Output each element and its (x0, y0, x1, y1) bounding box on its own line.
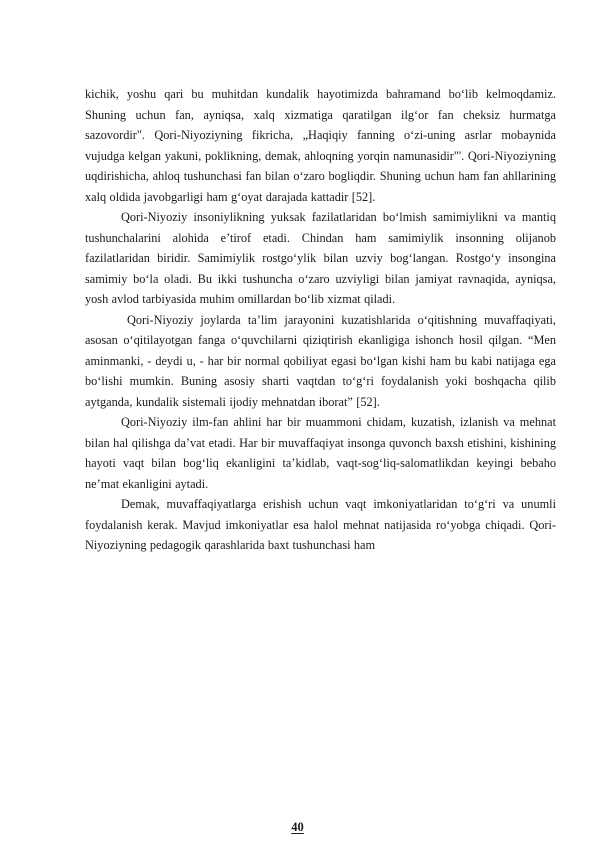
paragraph-4: Qori-Niyoziy ilm-fan ahlini har bir muammoni chidam, kuzatish, izlanish va mehnat bilan hal qilishga da’vat etadi. Har bir muvaffaqiyat insonga quvonch baxsh etishini, kishining hayoti vaqt bilan bog‘liq ekanligini ta’kidlab, vaqt-sog‘liq-salomatlikdan keyingi bebaho ne’mat ekanligini aytadi. (85, 415, 556, 491)
paragraph-2: Qori-Niyoziy insoniylikning yuksak fazilatlaridan bo‘lmish samimiylikni va mantiq tushunchalarini alohida e’tirof etadi. Chindan ham samimiylik insonning olijanob fazilatlaridan biridir. Samimiylik rostgo‘ylik bilan uzviy bog‘langan. Rostgo‘y insongina samimiy bo‘la oladi. Bu ikki tushuncha o‘zaro uzviyligi bilan jamiyat ravnaqida, ayniqsa, yosh avlod tarbiyasida muhim omillardan bo‘lib xizmat qiladi. (85, 210, 556, 306)
document-body (85, 84, 556, 556)
paragraph-1: kichik, yoshu qari bu muhitdan kundalik hayotimizda bahramand bo‘lib kelmoqdamiz. Shuning uchun fan, ayniqsa, xalq xizmatiga qaratilgan ilg‘or fan cheksiz hurmatga sazovordir". Qori-Niyoziyning fikricha, „Haqiqiy fanning o‘zi-uning asrlar mobaynida vujudga kelgan yakuni, poklikning, demak, ahloqning yorqin namunasidir"'. Qori-Niyoziyning uqdirishicha, ahloq tushunchasi fan bilan o‘zaro bogliqdir. Shuning uchun ham fan ahllarining xalq oldida javobgarligi ham g‘oyat darajada kattadir [52]. (85, 87, 556, 204)
page-number: 40 (291, 820, 304, 834)
paragraph-5: Demak, muvaffaqiyatlarga erishish uchun vaqt imkoniyatlaridan to‘g‘ri va unumli foydalanish kerak. Mavjud imkoniyatlar esa halol mehnat natijasida ro‘yobga chiqadi. Qori-Niyoziyning pedagogik qarashlarida baxt tushunchasi ham (85, 497, 556, 552)
paragraph-3: Qori-Niyoziy joylarda ta’lim jarayonini kuzatishlarida o‘qitishning muvaffaqiyati, asosan o‘qitilayotgan fanga o‘quvchilarni qiziqtirish ekanligiga ishonch hosil qilgan. “Men aminmanki, - deydi u, - har bir normal qobiliyat egasi bo‘lgan kishi ham bu kabi natijaga ega bo‘lishi mumkin. Buning asosiy sharti vaqtdan to‘g‘ri foydalanish yoki boshqacha qilib aytganda, kundalik sistemali ijodiy mehnatdan iborat” [52]. (85, 312, 556, 409)
